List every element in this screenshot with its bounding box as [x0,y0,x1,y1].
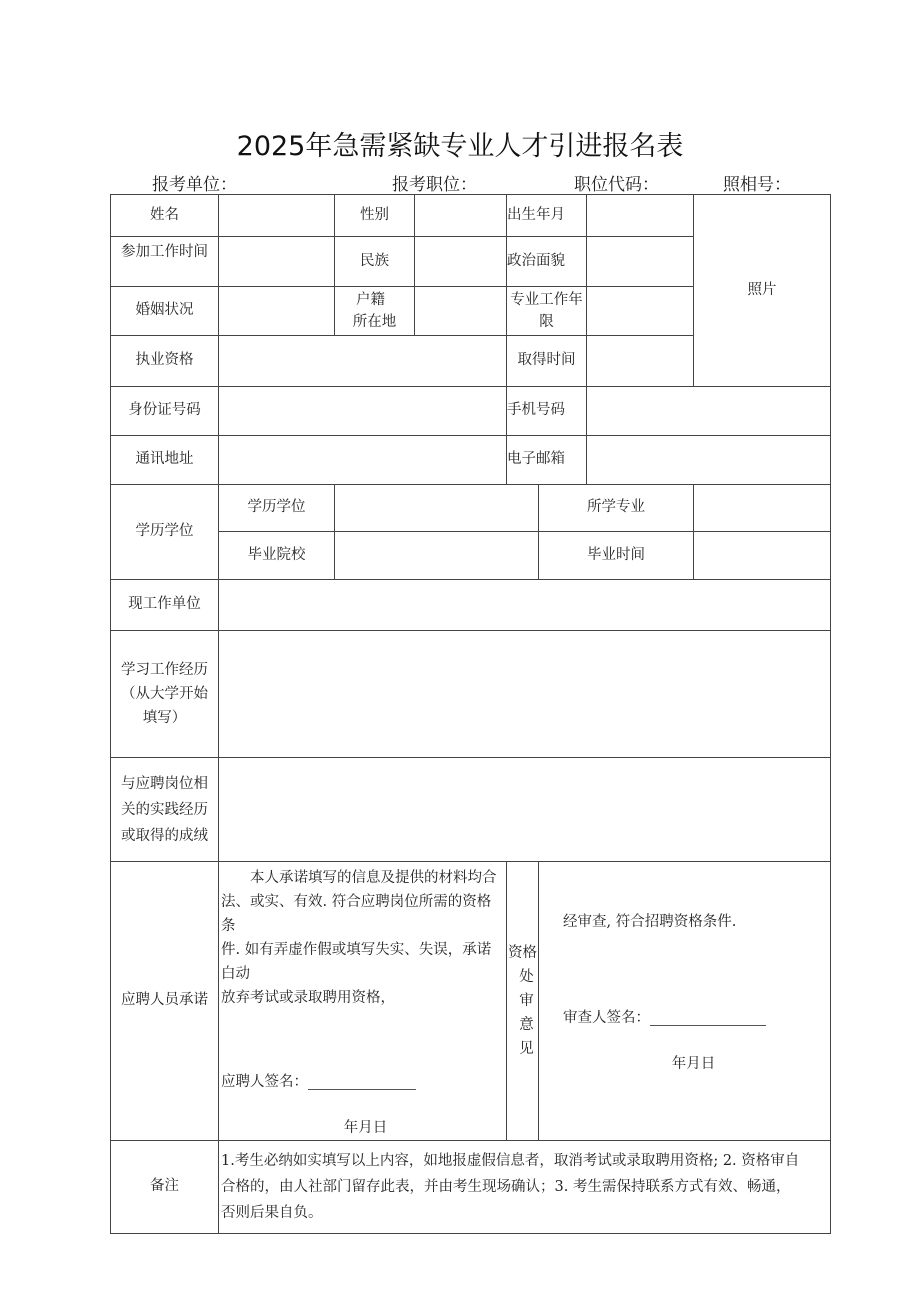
major-label: 所学专业 [539,485,694,532]
reviewer-sign-line[interactable] [650,1011,766,1026]
pro-years-label: 专业工作年 限 [507,287,587,336]
school-field[interactable] [335,532,539,580]
id-number-label: 身份证号码 [111,387,219,436]
ethnicity-label: 民族 [335,237,415,287]
review-cell[interactable] [539,862,831,1141]
review-label: 资格 处审 意见 [507,862,539,1141]
phone-label: 手机号码 [507,387,587,436]
ethnicity-field[interactable] [415,237,507,287]
review-text: 经审查, 符合招聘资格条件. [563,914,737,930]
page-title: 2025年急需紧缺专业人才引进报名表 [236,131,684,162]
birth-label: 出生年月 [507,195,587,237]
gender-field[interactable] [415,195,507,237]
qualification-field[interactable] [219,336,507,387]
email-label: 电子邮箱 [507,436,587,485]
header-unit-label: 报考单位： [152,175,237,195]
related-experience-field[interactable] [219,758,831,862]
address-label: 通讯地址 [111,436,219,485]
applicant-date[interactable]: 年月日 [343,1120,388,1136]
pledge-text-line1: 本人承诺填写的信息及提供的材料均合 [250,870,497,886]
political-field[interactable] [587,237,694,287]
address-field[interactable] [219,436,507,485]
photo-label: 照片 [747,281,777,298]
name-field[interactable] [219,195,335,237]
marital-field[interactable] [219,287,335,336]
id-number-field[interactable] [219,387,507,436]
obtain-time-label: 取得时间 [507,336,587,387]
political-label: 政治面貌 [507,237,587,287]
birth-field[interactable] [587,195,694,237]
work-start-field[interactable] [219,237,335,287]
hukou-field[interactable] [415,287,507,336]
school-label: 毕业院校 [219,532,335,580]
current-employer-field[interactable] [219,580,831,631]
grad-time-label: 毕业时间 [539,532,694,580]
obtain-time-field[interactable] [587,336,694,387]
pledge-label: 应聘人员承诺 [111,862,219,1141]
notes-line2: 合格的，由人社部门留存此表，并由考生现场确认；3. 考生需保持联系方式有效、畅通， [221,1179,791,1195]
pledge-cell[interactable] [219,862,507,1141]
pledge-text-line2: 法、或实、有效. 符合应聘岗位所需的资格条 [221,894,492,934]
hukou-label: 户籍 所在地 [335,287,415,336]
marital-label: 婚姻状况 [111,287,219,336]
reviewer-date[interactable]: 年月日 [671,1056,716,1072]
current-employer-label: 现工作单位 [111,580,219,631]
study-work-label: 学习工作经历 （从大学开始 填写） [111,631,219,758]
registration-form [110,194,831,1234]
pledge-text-line3: 件. 如有弄虚作假或填写失实、失误，承诺白动 [221,942,492,982]
reviewer-sign-label: 审查人签名： [563,1010,650,1026]
qualification-label: 执业资格 [111,336,219,387]
email-field[interactable] [587,436,831,485]
notes-label: 备注 [111,1141,219,1234]
header-code-label: 职位代码： [574,175,659,195]
edu-degree-field[interactable] [335,485,539,532]
grad-time-field[interactable] [694,532,831,580]
pledge-text-line4: 放弃考试或录取聘用资格， [221,990,395,1006]
photo-cell[interactable] [694,195,831,387]
notes-line1: 1.考生必纳如实填写以上内容，如地报虚假信息者，取消考试或录取聘用资格; 2. 资格审自 [221,1153,800,1169]
header-position-label: 报考职位： [392,175,477,195]
work-start-label: 参加工作时间 [111,237,219,287]
pro-years-field[interactable] [587,287,694,336]
header-photo-no-label: 照相号： [723,175,791,195]
gender-label: 性别 [335,195,415,237]
study-work-field[interactable] [219,631,831,758]
notes-line3: 否则后果自负。 [221,1205,323,1221]
edu-degree-label: 学历学位 [219,485,335,532]
related-experience-label: 与应聘岗位相 关的实践经历 或取得的成绒 [111,758,219,862]
applicant-sign-label: 应聘人签名： [221,1074,308,1090]
applicant-sign-line[interactable] [308,1075,416,1090]
name-label: 姓名 [111,195,219,237]
education-label: 学历学位 [111,485,219,580]
phone-field[interactable] [587,387,831,436]
notes-cell [219,1141,831,1234]
major-field[interactable] [694,485,831,532]
